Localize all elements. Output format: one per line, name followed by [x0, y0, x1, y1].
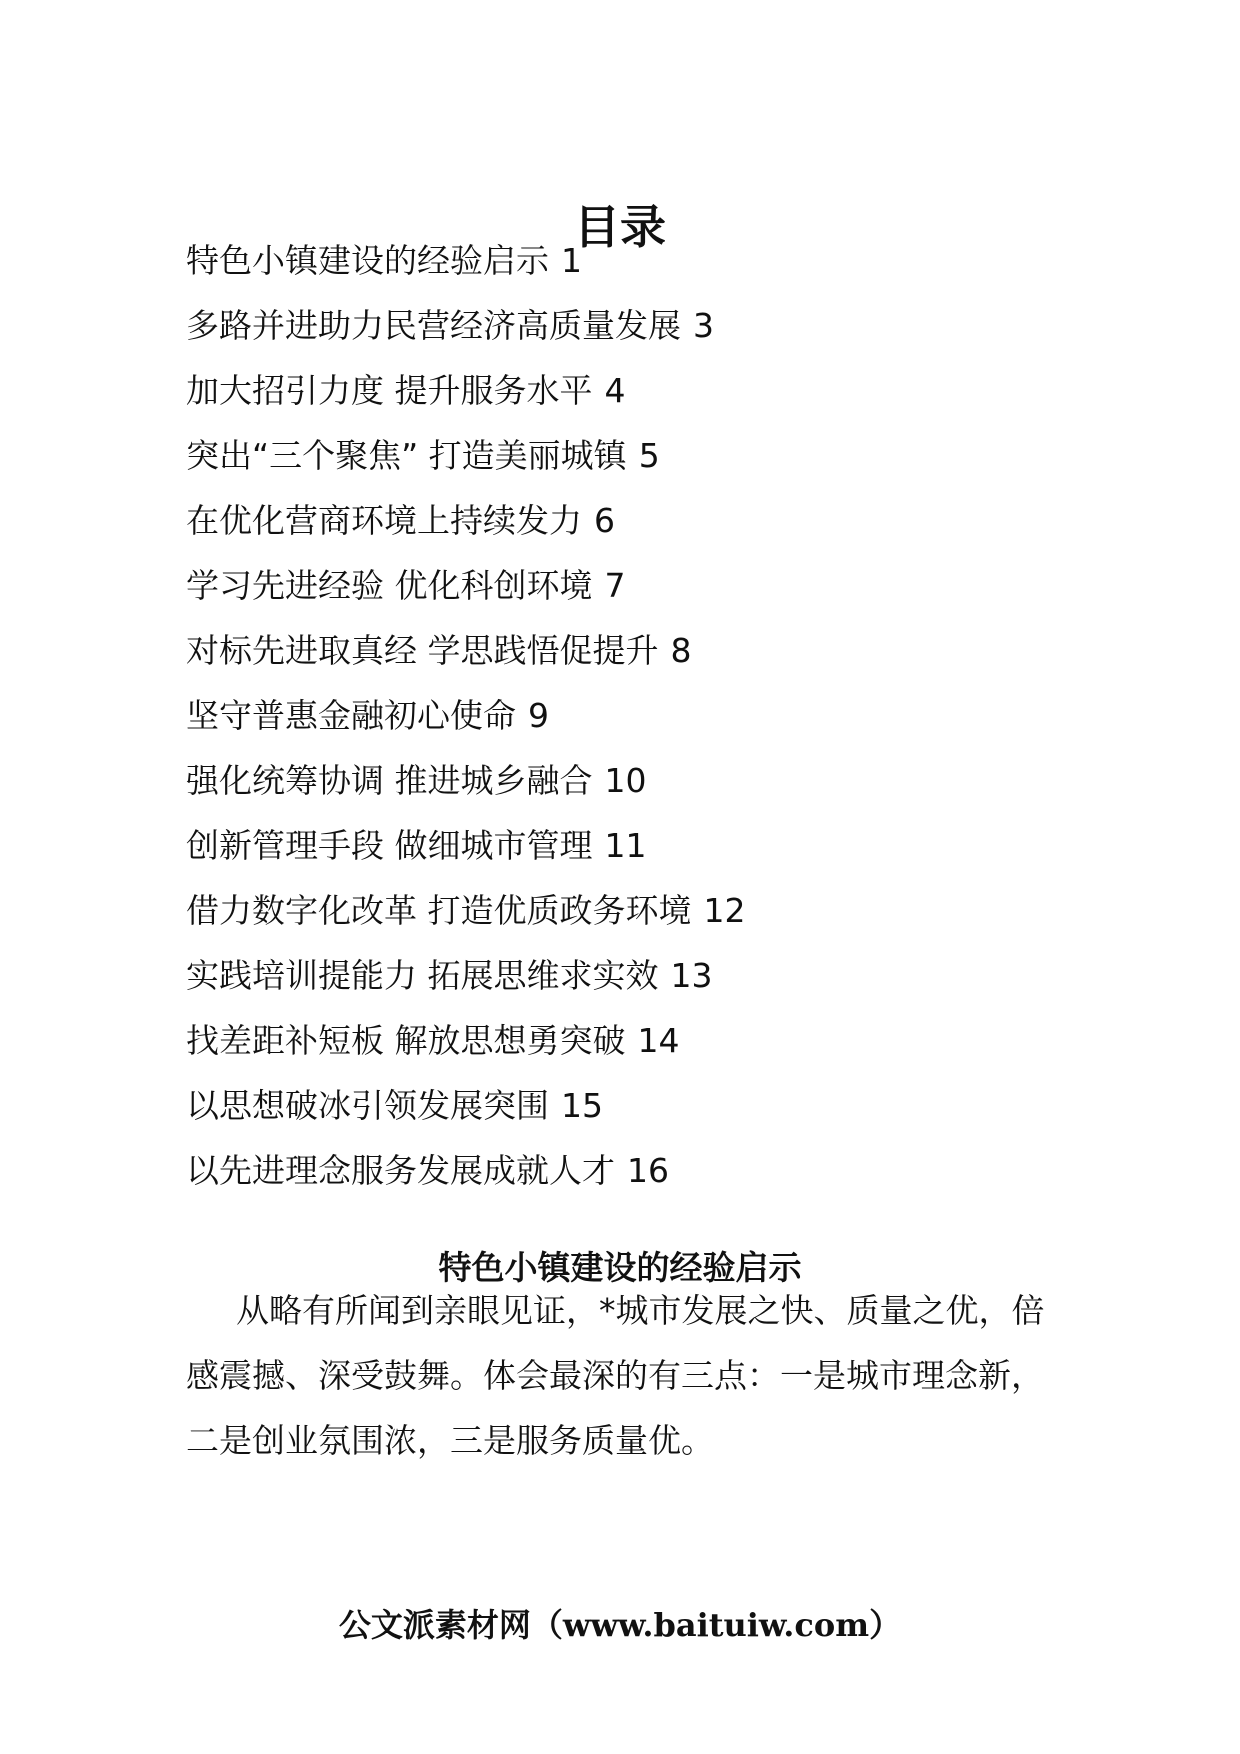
- toc-entry[interactable]: [186, 365, 746, 430]
- toc-entry-title: 实践培训提能力 拓展思维求实效: [186, 956, 659, 995]
- toc-entry[interactable]: [186, 430, 746, 495]
- toc-entry[interactable]: [186, 755, 746, 820]
- footer-source: 公文派素材网（www.baituiw.com）: [338, 1606, 902, 1644]
- toc-entry-title: 以先进理念服务发展成就人才: [186, 1151, 615, 1190]
- toc-entry-title: 借力数字化改革 打造优质政务环境: [186, 891, 692, 930]
- toc-entry[interactable]: [186, 820, 746, 885]
- toc-entry-title: 以思想破冰引领发展突围: [186, 1086, 549, 1125]
- toc-entry-page: 7: [604, 566, 626, 605]
- toc-entry-page: 14: [637, 1021, 680, 1060]
- toc-entry-page: 4: [604, 371, 626, 410]
- toc-entry[interactable]: [186, 1080, 746, 1145]
- section-title: 特色小镇建设的经验启示: [438, 1248, 802, 1288]
- toc-entry-title: 特色小镇建设的经验启示: [186, 241, 549, 280]
- toc-entry-page: 1: [561, 241, 582, 280]
- toc-entry-page: 15: [561, 1086, 603, 1125]
- toc-entry-page: 13: [670, 956, 713, 995]
- toc-entry-page: 11: [604, 826, 647, 865]
- toc-entry-page: 16: [627, 1151, 669, 1190]
- toc-entry[interactable]: [186, 690, 746, 755]
- page-title: 目录: [574, 199, 666, 254]
- table-of-contents: [186, 235, 746, 1210]
- toc-entry-title: 强化统筹协调 推进城乡融合: [186, 761, 593, 800]
- toc-entry-page: 5: [638, 436, 660, 475]
- toc-entry-title: 加大招引力度 提升服务水平: [186, 371, 593, 410]
- toc-entry-page: 12: [703, 891, 746, 930]
- toc-entry[interactable]: [186, 235, 746, 300]
- toc-entry-page: 8: [670, 631, 692, 670]
- toc-entry-page: 10: [604, 761, 647, 800]
- toc-entry-title: 找差距补短板 解放思想勇突破: [186, 1021, 626, 1060]
- toc-entry-title: 多路并进助力民营经济高质量发展: [186, 306, 681, 345]
- toc-entry[interactable]: [186, 560, 746, 625]
- toc-entry-page: 9: [528, 696, 549, 735]
- toc-entry-page: 3: [693, 306, 714, 345]
- toc-entry[interactable]: [186, 1145, 746, 1210]
- toc-entry-title: 在优化营商环境上持续发力: [186, 501, 582, 540]
- toc-entry[interactable]: [186, 885, 746, 950]
- toc-entry-title: 对标先进取真经 学思践悟促提升: [186, 631, 659, 670]
- body-paragraph: 从略有所闻到亲眼见证，*城市发展之快、质量之优，倍感震撼、深受鼓舞。体会最深的有三点：一是城市理念新，二是创业氛围浓，三是服务质量优。: [186, 1291, 1045, 1460]
- toc-entry-title: 突出“三个聚焦” 打造美丽城镇: [186, 436, 627, 475]
- toc-entry-title: 坚守普惠金融初心使命: [186, 696, 516, 735]
- toc-entry-title: 学习先进经验 优化科创环境: [186, 566, 593, 605]
- toc-entry-page: 6: [594, 501, 615, 540]
- toc-entry[interactable]: [186, 495, 746, 560]
- toc-entry[interactable]: [186, 1015, 746, 1080]
- toc-entry-title: 创新管理手段 做细城市管理: [186, 826, 593, 865]
- toc-entry[interactable]: [186, 300, 746, 365]
- toc-entry[interactable]: [186, 625, 746, 690]
- toc-entry[interactable]: [186, 950, 746, 1015]
